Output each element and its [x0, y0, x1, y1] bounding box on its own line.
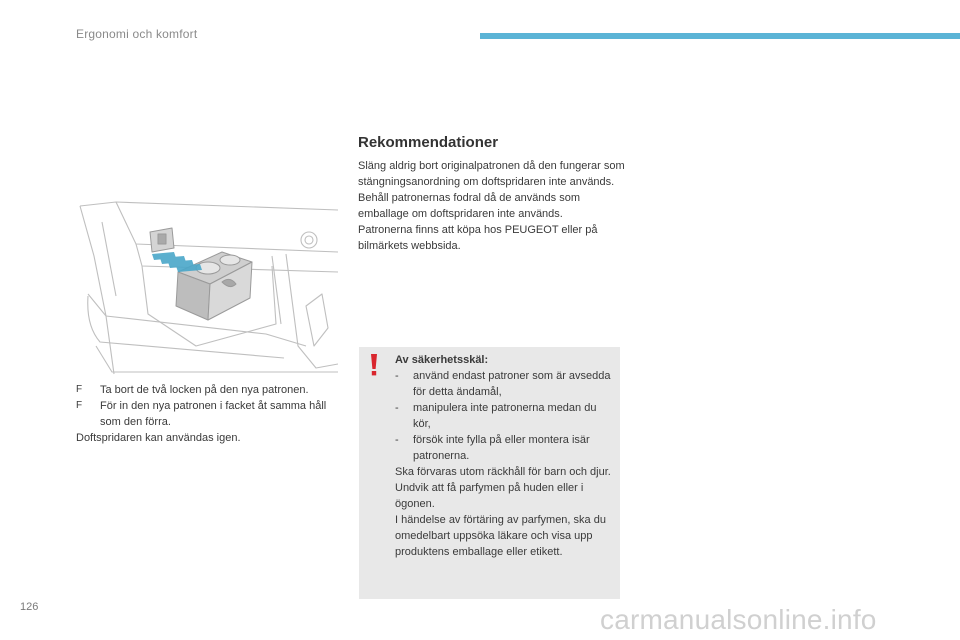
list-dash: -	[395, 402, 399, 414]
watermark: carmanualsonline.info	[600, 604, 877, 635]
replacement-steps	[76, 382, 338, 446]
step-text: För in den nya patronen i facket åt samma håll som den förra.	[100, 400, 327, 428]
step-item	[76, 382, 338, 398]
warning-paragraph: Undvik att få parfymen på huden eller i ögonen.	[395, 482, 584, 510]
warning-list-item	[395, 368, 615, 400]
glovebox-cartridge-illustration	[76, 196, 338, 376]
list-dash: -	[395, 370, 399, 382]
warning-item-text: försök inte fylla på eller montera isär patronerna.	[413, 434, 590, 462]
list-dash: -	[395, 434, 399, 446]
closing-text: Doftspridaren kan användas igen.	[76, 432, 241, 444]
recommendation-paragraph: Släng aldrig bort originalpatronen då den fungerar som stängningsanordning om doftspridaren inte används.	[358, 160, 625, 188]
warning-text	[395, 352, 615, 560]
warning-item-text: manipulera inte patronerna medan du kör,	[413, 402, 597, 430]
safety-warning-box	[359, 347, 620, 599]
step-bullet-icon: F	[76, 384, 83, 395]
recommendations-heading: Rekommendationer	[358, 134, 499, 151]
warning-list-item	[395, 432, 615, 464]
recommendations-body	[358, 158, 628, 254]
exclamation-icon	[370, 354, 378, 376]
step-item	[76, 398, 338, 430]
warning-paragraph: I händelse av förtäring av parfymen, ska du omedelbart uppsöka läkare och visa upp produktens emballage eller etikett.	[395, 514, 606, 558]
step-bullet-icon: F	[76, 400, 83, 411]
header-accent-bar	[480, 33, 960, 39]
page-number: 126	[20, 601, 39, 613]
recommendation-paragraph: Behåll patronernas fodral då de används som emballage om doftspridaren inte används.	[358, 192, 580, 220]
recommendation-paragraph: Patronerna finns att köpa hos PEUGEOT eller på bilmärkets webbsida.	[358, 224, 598, 252]
step-text: Ta bort de två locken på den nya patronen.	[100, 384, 309, 396]
warning-paragraph: Ska förvaras utom räckhåll för barn och djur.	[395, 466, 611, 478]
section-title: Ergonomi och komfort	[76, 27, 198, 41]
warning-list-item	[395, 400, 615, 432]
warning-title: Av säkerhetsskäl:	[395, 354, 489, 366]
warning-item-text: använd endast patroner som är avsedda för detta ändamål,	[413, 370, 611, 398]
